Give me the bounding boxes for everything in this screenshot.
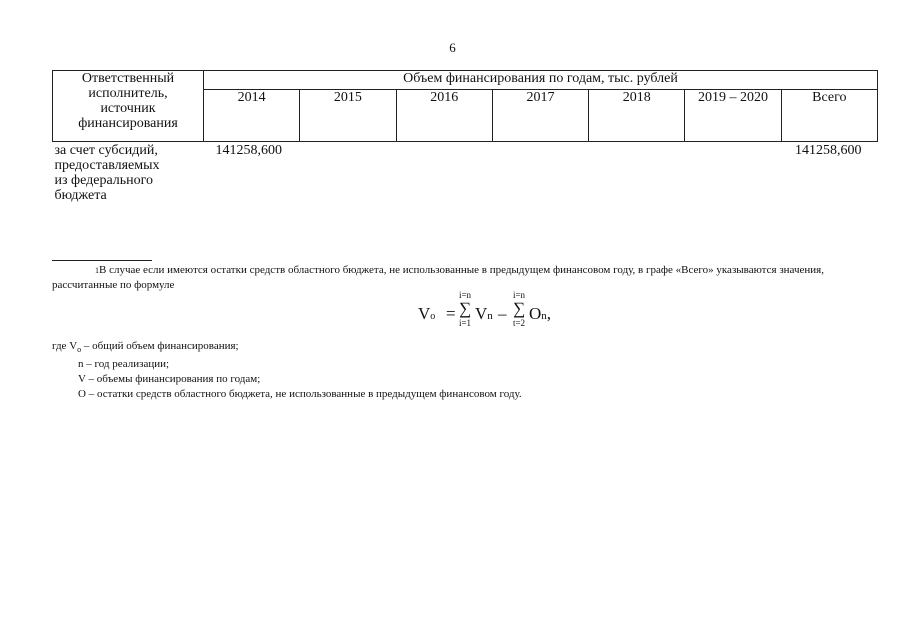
formula-trailing-comma: , xyxy=(546,304,552,323)
year-header-total: Всего xyxy=(781,90,877,142)
year-header-2018: 2018 xyxy=(589,90,685,142)
legend-o: О – остатки средств областного бюджета, не использованные в предыдущем финансовом году. xyxy=(78,388,522,401)
financing-group-header: Объем финансирования по годам, тыс. рублей xyxy=(204,71,878,90)
formula-minus: – xyxy=(498,304,507,323)
formula-term-1-symbol: V xyxy=(475,304,488,323)
financing-table xyxy=(52,70,878,203)
sum-1-lower-limit: i=1 xyxy=(458,318,472,328)
year-header-2016: 2016 xyxy=(396,90,492,142)
formula-lhs-subscript: o xyxy=(430,311,436,322)
responsible-header-line: финансирования xyxy=(78,116,178,131)
value-2018 xyxy=(589,142,685,204)
formula-sum-2 xyxy=(511,290,527,328)
sum-1-upper-limit: i=n xyxy=(458,290,472,300)
year-header-2017: 2017 xyxy=(492,90,588,142)
source-line: предоставляемых xyxy=(54,158,160,173)
responsible-header-line: исполнитель, xyxy=(88,86,168,101)
formula-lhs-symbol: V xyxy=(418,304,431,323)
formula-lhs xyxy=(418,304,435,324)
formula-legend xyxy=(52,339,852,402)
value-total: 141258,600 xyxy=(795,143,862,158)
value-2014: 141258,600 xyxy=(215,143,282,158)
formula-term-1 xyxy=(475,304,493,324)
formula-equals: = xyxy=(446,304,456,323)
legend-v0-text: – общий объем финансирования; xyxy=(81,340,239,352)
source-line: за счет субсидий, xyxy=(54,143,158,158)
year-header-2019-2020: 2019 – 2020 xyxy=(685,90,781,142)
table-row xyxy=(53,142,878,204)
legend-v0-prefix: где V xyxy=(52,340,78,352)
sum-symbol-1: ∑ xyxy=(458,299,472,318)
source-cell xyxy=(53,142,204,204)
formula-sum-1 xyxy=(457,290,473,328)
year-header-2015: 2015 xyxy=(300,90,396,142)
footnote-text: В случае если имеются остатки средств областного бюджета, не использованные в предыдущем финансовом году, в графе «Всего» указываются значения, рассчитанные по формуле xyxy=(52,264,824,291)
value-2017 xyxy=(492,142,588,204)
year-header-2014: 2014 xyxy=(204,90,300,142)
formula-term-2 xyxy=(529,304,551,324)
footnote-divider xyxy=(52,260,152,261)
legend-n: n – год реализации; xyxy=(78,358,170,371)
sum-2-upper-limit: i=n xyxy=(512,290,526,300)
legend-v: V – объемы финансирования по годам; xyxy=(78,373,261,386)
responsible-header-line: Ответственный xyxy=(81,71,175,86)
formula-term-2-symbol: O xyxy=(529,304,542,323)
footnote xyxy=(52,263,872,293)
formula-term-1-subscript: n xyxy=(487,310,493,322)
sum-symbol-2: ∑ xyxy=(512,299,526,318)
source-line: из федерального xyxy=(54,173,154,188)
page-number: 6 xyxy=(449,40,456,55)
sum-2-lower-limit: t=2 xyxy=(512,318,526,328)
responsible-header xyxy=(53,71,204,142)
formula-term-2-subscript: n xyxy=(541,310,547,322)
footnote-marker: 1 xyxy=(95,266,99,275)
value-2019-2020 xyxy=(685,142,781,204)
value-2015 xyxy=(300,142,396,204)
legend-v0 xyxy=(52,339,852,357)
value-2016 xyxy=(396,142,492,204)
legend-v0-subscript: o xyxy=(77,345,82,355)
source-line: бюджета xyxy=(54,188,107,203)
formula xyxy=(416,290,576,336)
responsible-header-line: источник xyxy=(100,101,156,116)
